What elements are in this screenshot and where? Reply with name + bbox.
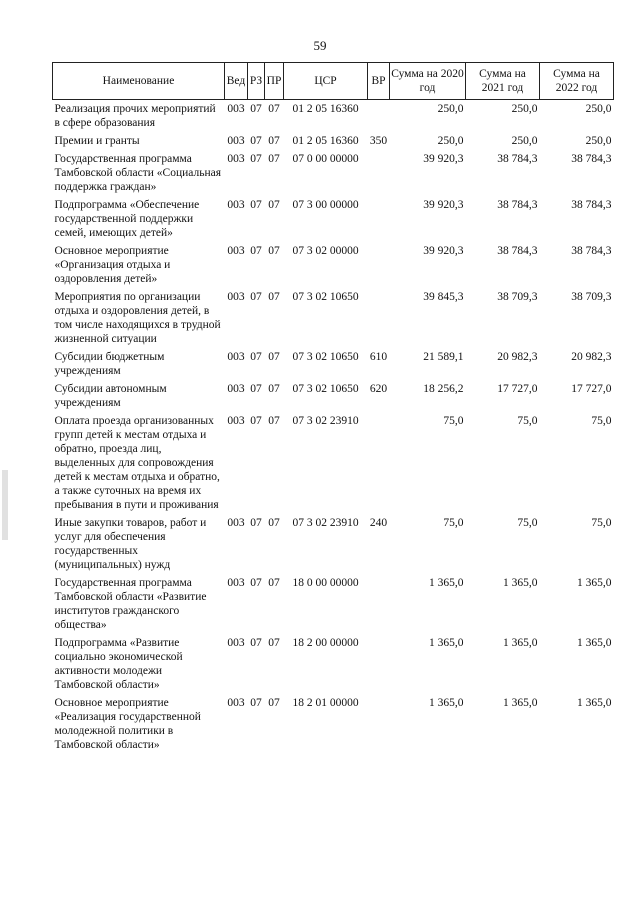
- ved-cell: 003: [227, 291, 245, 303]
- sum-2022-cell: 38 784,3: [571, 199, 612, 211]
- sum-2022-cell: 75,0: [591, 517, 612, 529]
- rz-cell: 07: [250, 577, 262, 589]
- table-row: [53, 100, 614, 133]
- rz-cell: 07: [250, 153, 262, 165]
- pr-cell: 07: [268, 351, 280, 363]
- sum-2021-cell: 1 365,0: [503, 697, 538, 709]
- sum-2022-cell: 38 784,3: [571, 153, 612, 165]
- scan-margin-mark: [2, 470, 8, 540]
- table-row: [53, 694, 614, 754]
- sum-2022-cell: 38 784,3: [571, 245, 612, 257]
- pr-cell: 07: [268, 383, 280, 395]
- table-row: [53, 288, 614, 348]
- ved-cell: 003: [227, 153, 245, 165]
- pr-cell: 07: [268, 637, 280, 649]
- sum-2022-cell: 38 709,3: [571, 291, 612, 303]
- csr-cell: 01 2 05 16360: [292, 103, 359, 115]
- name-cell: Иные закупки товаров, работ и услуг для обеспечения государственных (муниципальных) нужд: [54, 517, 207, 571]
- page-number: 59: [313, 38, 327, 53]
- sum-2020-cell: 39 920,3: [423, 245, 464, 257]
- sum-2020-cell: 75,0: [443, 415, 464, 427]
- rz-cell: 07: [250, 245, 262, 257]
- header-csr: ЦСР: [284, 63, 368, 100]
- csr-cell: 07 3 00 00000: [292, 199, 359, 211]
- rz-cell: 07: [250, 415, 262, 427]
- header-ved: Вед: [225, 63, 248, 100]
- vr-cell: [368, 242, 390, 288]
- name-cell: Государственная программа Тамбовской области «Развитие институтов гражданского общества»: [54, 577, 207, 631]
- sum-2021-cell: 38 784,3: [497, 153, 538, 165]
- sum-2021-cell: 17 727,0: [497, 383, 538, 395]
- ved-cell: 003: [227, 351, 245, 363]
- table-row: [53, 242, 614, 288]
- rz-cell: 07: [250, 103, 262, 115]
- pr-cell: 07: [268, 291, 280, 303]
- sum-2020-cell: 75,0: [443, 517, 464, 529]
- ved-cell: 003: [227, 697, 245, 709]
- sum-2020-cell: 21 589,1: [423, 351, 464, 363]
- csr-cell: 07 3 02 23910: [292, 517, 359, 529]
- ved-cell: 003: [227, 199, 245, 211]
- sum-2022-cell: 1 365,0: [577, 637, 612, 649]
- sum-2022-cell: 1 365,0: [577, 697, 612, 709]
- ved-cell: 003: [227, 577, 245, 589]
- table-row: [53, 132, 614, 150]
- csr-cell: 07 0 00 00000: [292, 153, 359, 165]
- vr-cell: 240: [369, 517, 388, 529]
- sum-2020-cell: 250,0: [437, 103, 464, 115]
- header-sum-2020: Сумма на 2020 год: [390, 63, 466, 100]
- name-cell: Подпрограмма «Обеспечение государственной поддержки семей, имеющих детей»: [54, 199, 200, 239]
- pr-cell: 07: [268, 153, 280, 165]
- sum-2022-cell: 20 982,3: [571, 351, 612, 363]
- csr-cell: 07 3 02 10650: [292, 351, 359, 363]
- vr-cell: [368, 412, 390, 514]
- pr-cell: 07: [268, 577, 280, 589]
- sum-2020-cell: 39 920,3: [423, 153, 464, 165]
- sum-2021-cell: 1 365,0: [503, 577, 538, 589]
- sum-2022-cell: 75,0: [591, 415, 612, 427]
- rz-cell: 07: [250, 351, 262, 363]
- sum-2021-cell: 20 982,3: [497, 351, 538, 363]
- rz-cell: 07: [250, 697, 262, 709]
- header-name: Наименование: [53, 63, 225, 100]
- name-cell: Основное мероприятие «Организация отдыха и оздоровления детей»: [54, 245, 171, 285]
- sum-2021-cell: 38 784,3: [497, 245, 538, 257]
- table-row: [53, 514, 614, 574]
- csr-cell: 01 2 05 16360: [292, 135, 359, 147]
- ved-cell: 003: [227, 415, 245, 427]
- sum-2022-cell: 17 727,0: [571, 383, 612, 395]
- sum-2021-cell: 38 709,3: [497, 291, 538, 303]
- csr-cell: 07 3 02 10650: [292, 383, 359, 395]
- csr-cell: 07 3 02 23910: [292, 415, 359, 427]
- csr-cell: 18 0 00 00000: [292, 577, 359, 589]
- header-sum-2021: Сумма на 2021 год: [466, 63, 540, 100]
- table-row: [53, 196, 614, 242]
- ved-cell: 003: [227, 637, 245, 649]
- sum-2022-cell: 1 365,0: [577, 577, 612, 589]
- table-body: [53, 100, 614, 755]
- vr-cell: 610: [369, 351, 388, 363]
- sum-2020-cell: 1 365,0: [429, 697, 464, 709]
- vr-cell: 620: [369, 383, 388, 395]
- name-cell: Подпрограмма «Развитие социально экономической активности молодежи Тамбовской области»: [54, 637, 183, 691]
- header-vr: ВР: [368, 63, 390, 100]
- sum-2021-cell: 250,0: [511, 135, 538, 147]
- ved-cell: 003: [227, 245, 245, 257]
- table-row: [53, 412, 614, 514]
- sum-2021-cell: 38 784,3: [497, 199, 538, 211]
- pr-cell: 07: [268, 135, 280, 147]
- pr-cell: 07: [268, 697, 280, 709]
- sum-2020-cell: 1 365,0: [429, 637, 464, 649]
- table-row: [53, 348, 614, 380]
- name-cell: Субсидии бюджетным учреждениям: [54, 351, 165, 377]
- vr-cell: [368, 634, 390, 694]
- ved-cell: 003: [227, 517, 245, 529]
- pr-cell: 07: [268, 415, 280, 427]
- header-sum-2022: Сумма на 2022 год: [540, 63, 614, 100]
- rz-cell: 07: [250, 199, 262, 211]
- vr-cell: [368, 196, 390, 242]
- name-cell: Мероприятия по организации отдыха и оздоровления детей, в том числе находящихся в трудной жизненной ситуации: [54, 291, 221, 345]
- sum-2020-cell: 18 256,2: [423, 383, 464, 395]
- pr-cell: 07: [268, 245, 280, 257]
- pr-cell: 07: [268, 103, 280, 115]
- sum-2020-cell: 250,0: [437, 135, 464, 147]
- table-row: [53, 150, 614, 196]
- ved-cell: 003: [227, 103, 245, 115]
- name-cell: Оплата проезда организованных групп детей к местам отдыха и обратно, проезда лиц, выделенных для сопровождения детей к местам отдыха и обратно, а также суточных на время их пребывания в пути и проживания: [54, 415, 220, 511]
- name-cell: Реализация прочих мероприятий в сфере образования: [54, 103, 216, 129]
- csr-cell: 07 3 02 10650: [292, 291, 359, 303]
- csr-cell: 07 3 02 00000: [292, 245, 359, 257]
- rz-cell: 07: [250, 637, 262, 649]
- csr-cell: 18 2 01 00000: [292, 697, 359, 709]
- ved-cell: 003: [227, 383, 245, 395]
- table-row: [53, 634, 614, 694]
- table-row: [53, 380, 614, 412]
- sum-2021-cell: 1 365,0: [503, 637, 538, 649]
- vr-cell: [368, 100, 390, 133]
- name-cell: Субсидии автономным учреждениям: [54, 383, 167, 409]
- table-header-row: [53, 63, 614, 100]
- rz-cell: 07: [250, 517, 262, 529]
- table-row: [53, 574, 614, 634]
- name-cell: Основное мероприятие «Реализация государственной молодежной политики в Тамбовской области»: [54, 697, 201, 751]
- header-rz: РЗ: [248, 63, 265, 100]
- header-pr: ПР: [265, 63, 284, 100]
- name-cell: Премии и гранты: [54, 135, 140, 147]
- sum-2021-cell: 75,0: [517, 517, 538, 529]
- sum-2022-cell: 250,0: [585, 103, 612, 115]
- vr-cell: [368, 288, 390, 348]
- pr-cell: 07: [268, 517, 280, 529]
- rz-cell: 07: [250, 291, 262, 303]
- name-cell: Государственная программа Тамбовской области «Социальная поддержка граждан»: [54, 153, 222, 193]
- budget-table: [52, 62, 614, 754]
- sum-2020-cell: 39 845,3: [423, 291, 464, 303]
- sum-2021-cell: 250,0: [511, 103, 538, 115]
- sum-2020-cell: 1 365,0: [429, 577, 464, 589]
- rz-cell: 07: [250, 135, 262, 147]
- vr-cell: 350: [369, 135, 388, 147]
- ved-cell: 003: [227, 135, 245, 147]
- pr-cell: 07: [268, 199, 280, 211]
- vr-cell: [368, 150, 390, 196]
- rz-cell: 07: [250, 383, 262, 395]
- csr-cell: 18 2 00 00000: [292, 637, 359, 649]
- vr-cell: [368, 574, 390, 634]
- sum-2020-cell: 39 920,3: [423, 199, 464, 211]
- sum-2022-cell: 250,0: [585, 135, 612, 147]
- sum-2021-cell: 75,0: [517, 415, 538, 427]
- vr-cell: [368, 694, 390, 754]
